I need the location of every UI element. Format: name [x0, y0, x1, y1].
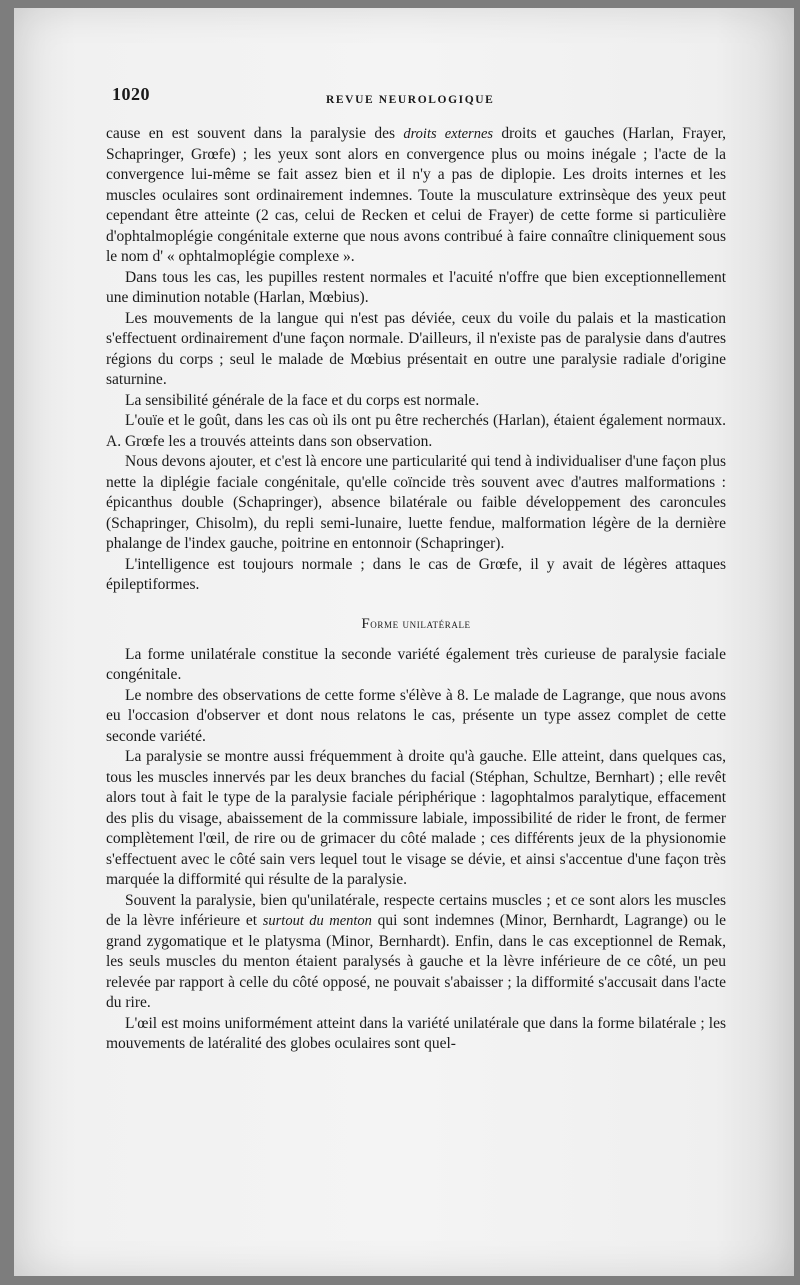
text-segment: Le nombre des observations de cette forme s'élève à 8. Le malade de Lagrange, que nous avons eu l'occasion d'observer et dont nous relatons le cas, présente un type assez complet de cette seconde variété. [106, 686, 726, 745]
article-body [106, 124, 726, 1055]
paragraph [106, 1014, 726, 1055]
paragraph [106, 411, 726, 452]
page [14, 8, 794, 1276]
text-segment: Les mouvements de la langue qui n'est pas déviée, ceux du voile du palais et la mastication s'effectuent ordinairement d'une façon normale. D'ailleurs, il n'existe pas de paralysie dans d'autres régions du corps ; seul le malade de Mœbius présentait en outre une paralysie radiale d'origine saturnine. [106, 309, 726, 388]
section-heading [106, 616, 726, 633]
text-segment: Dans tous les cas, les pupilles restent normales et l'acuité n'offre que bien exceptionnellement une diminution notable (Harlan, Mœbius). [106, 268, 726, 306]
text-segment: Souvent la paralysie, bien qu'unilatérale, respecte certains muscles ; et ce sont alors les muscles de la lèvre inférieure et [106, 891, 726, 929]
text-segment: La paralysie se montre aussi fréquemment à droite qu'à gauche. Elle atteint, dans quelques cas, tous les muscles innervés par les deux branches du facial (Stéphan, Schultze, Bernhart) ; elle revêt alors tout à fait le type de la paralysie faciale périphérique : lagophtalmos paralytique, effacement des plis du visage, abaissement de la commissure labiale, impossibilité de rider le front, de fermer complètement l'œil, de rire ou de grimacer du côté malade ; ces différents jeux de la physionomie s'effectuent avec le côté sain vers lequel tout le visage se dévie, et ainsi s'accentue d'une façon très marquée la difformité qui résulte de la paralysie. [106, 748, 726, 888]
text-segment: droits et gauches (Harlan, Frayer, Schapringer, Grœfe) ; les yeux sont alors en convergence plus ou moins inégale ; l'acte de la convergence lui-même se fait assez bien et il n'y a pas de diplopie. Les droits internes et les muscles oculaires sont ordinairement indemnes. Toute la musculature extrinsèque des yeux peut cependant être atteinte (2 cas, celui de Recken et celui de Frayer) de cette forme si particulière d'ophtalmoplégie congénitale externe que nous avons contribué à faire connaître cliniquement sous le nom d' « ophtalmoplégie complexe ». [106, 125, 726, 265]
section-heading-initial: F [361, 615, 371, 632]
paragraph [106, 452, 726, 555]
italic-text: surtout du menton [262, 913, 372, 929]
text-segment: La forme unilatérale constitue la seconde variété également très curieuse de paralysie faciale congénitale. [106, 645, 726, 683]
paragraph [106, 124, 726, 268]
paragraph [106, 747, 726, 891]
paragraphs-after-heading [106, 645, 726, 1055]
text-segment: L'ouïe et le goût, dans les cas où ils ont pu être recherchés (Harlan), étaient également normaux. A. Grœfe les a trouvés atteints dans son observation. [106, 412, 726, 450]
text-segment: La sensibilité générale de la face et du corps est normale. [125, 391, 480, 409]
section-heading-rest: orme unilatérale [370, 615, 471, 631]
paragraph [106, 555, 726, 596]
text-segment: qui sont indemnes (Minor, Bernhardt, Lagrange) ou le grand zygomatique et le platysma (Minor, Bernhardt). Enfin, dans le cas exceptionnel de Remak, les seuls muscles du menton étaient paralysés à gauche et la lèvre inférieure de ce côté, un peu relevée par rapport à celle du côté opposé, ne pouvait s'abaisser ; la difformité s'accusait dans l'acte du rire. [106, 912, 727, 1011]
paragraph [106, 686, 726, 748]
paragraph [106, 891, 726, 1014]
paragraph [106, 645, 726, 686]
paragraph [106, 268, 726, 309]
page-header [112, 84, 732, 114]
page-number: 1020 [112, 84, 150, 104]
paragraphs-before-heading [106, 124, 726, 596]
text-segment: Nous devons ajouter, et c'est là encore une particularité qui tend à individualiser d'une façon plus nette la diplégie faciale congénitale, qu'elle coïncide très souvent avec d'autres malformations : épicanthus double (Schapringer), absence bilatérale ou faible développement des caroncules (Schapringer, Chisolm), du repli semi-lunaire, luette fendue, malformation légère de la dernière phalange de l'index gauche, poitrine en entonnoir (Schapringer). [106, 453, 726, 552]
paragraph [106, 309, 726, 391]
text-segment: cause en est souvent dans la paralysie des [106, 125, 404, 142]
running-title: REVUE NEUROLOGIQUE [326, 94, 495, 106]
paragraph [106, 391, 726, 412]
italic-text: droits externes [403, 126, 494, 142]
text-segment: L'œil est moins uniformément atteint dans la variété unilatérale que dans la forme bilatérale ; les mouvements de latéralité des globes oculaires sont quel- [106, 1014, 726, 1052]
text-segment: L'intelligence est toujours normale ; dans le cas de Grœfe, il y avait de légères attaques épileptiformes. [106, 555, 726, 593]
